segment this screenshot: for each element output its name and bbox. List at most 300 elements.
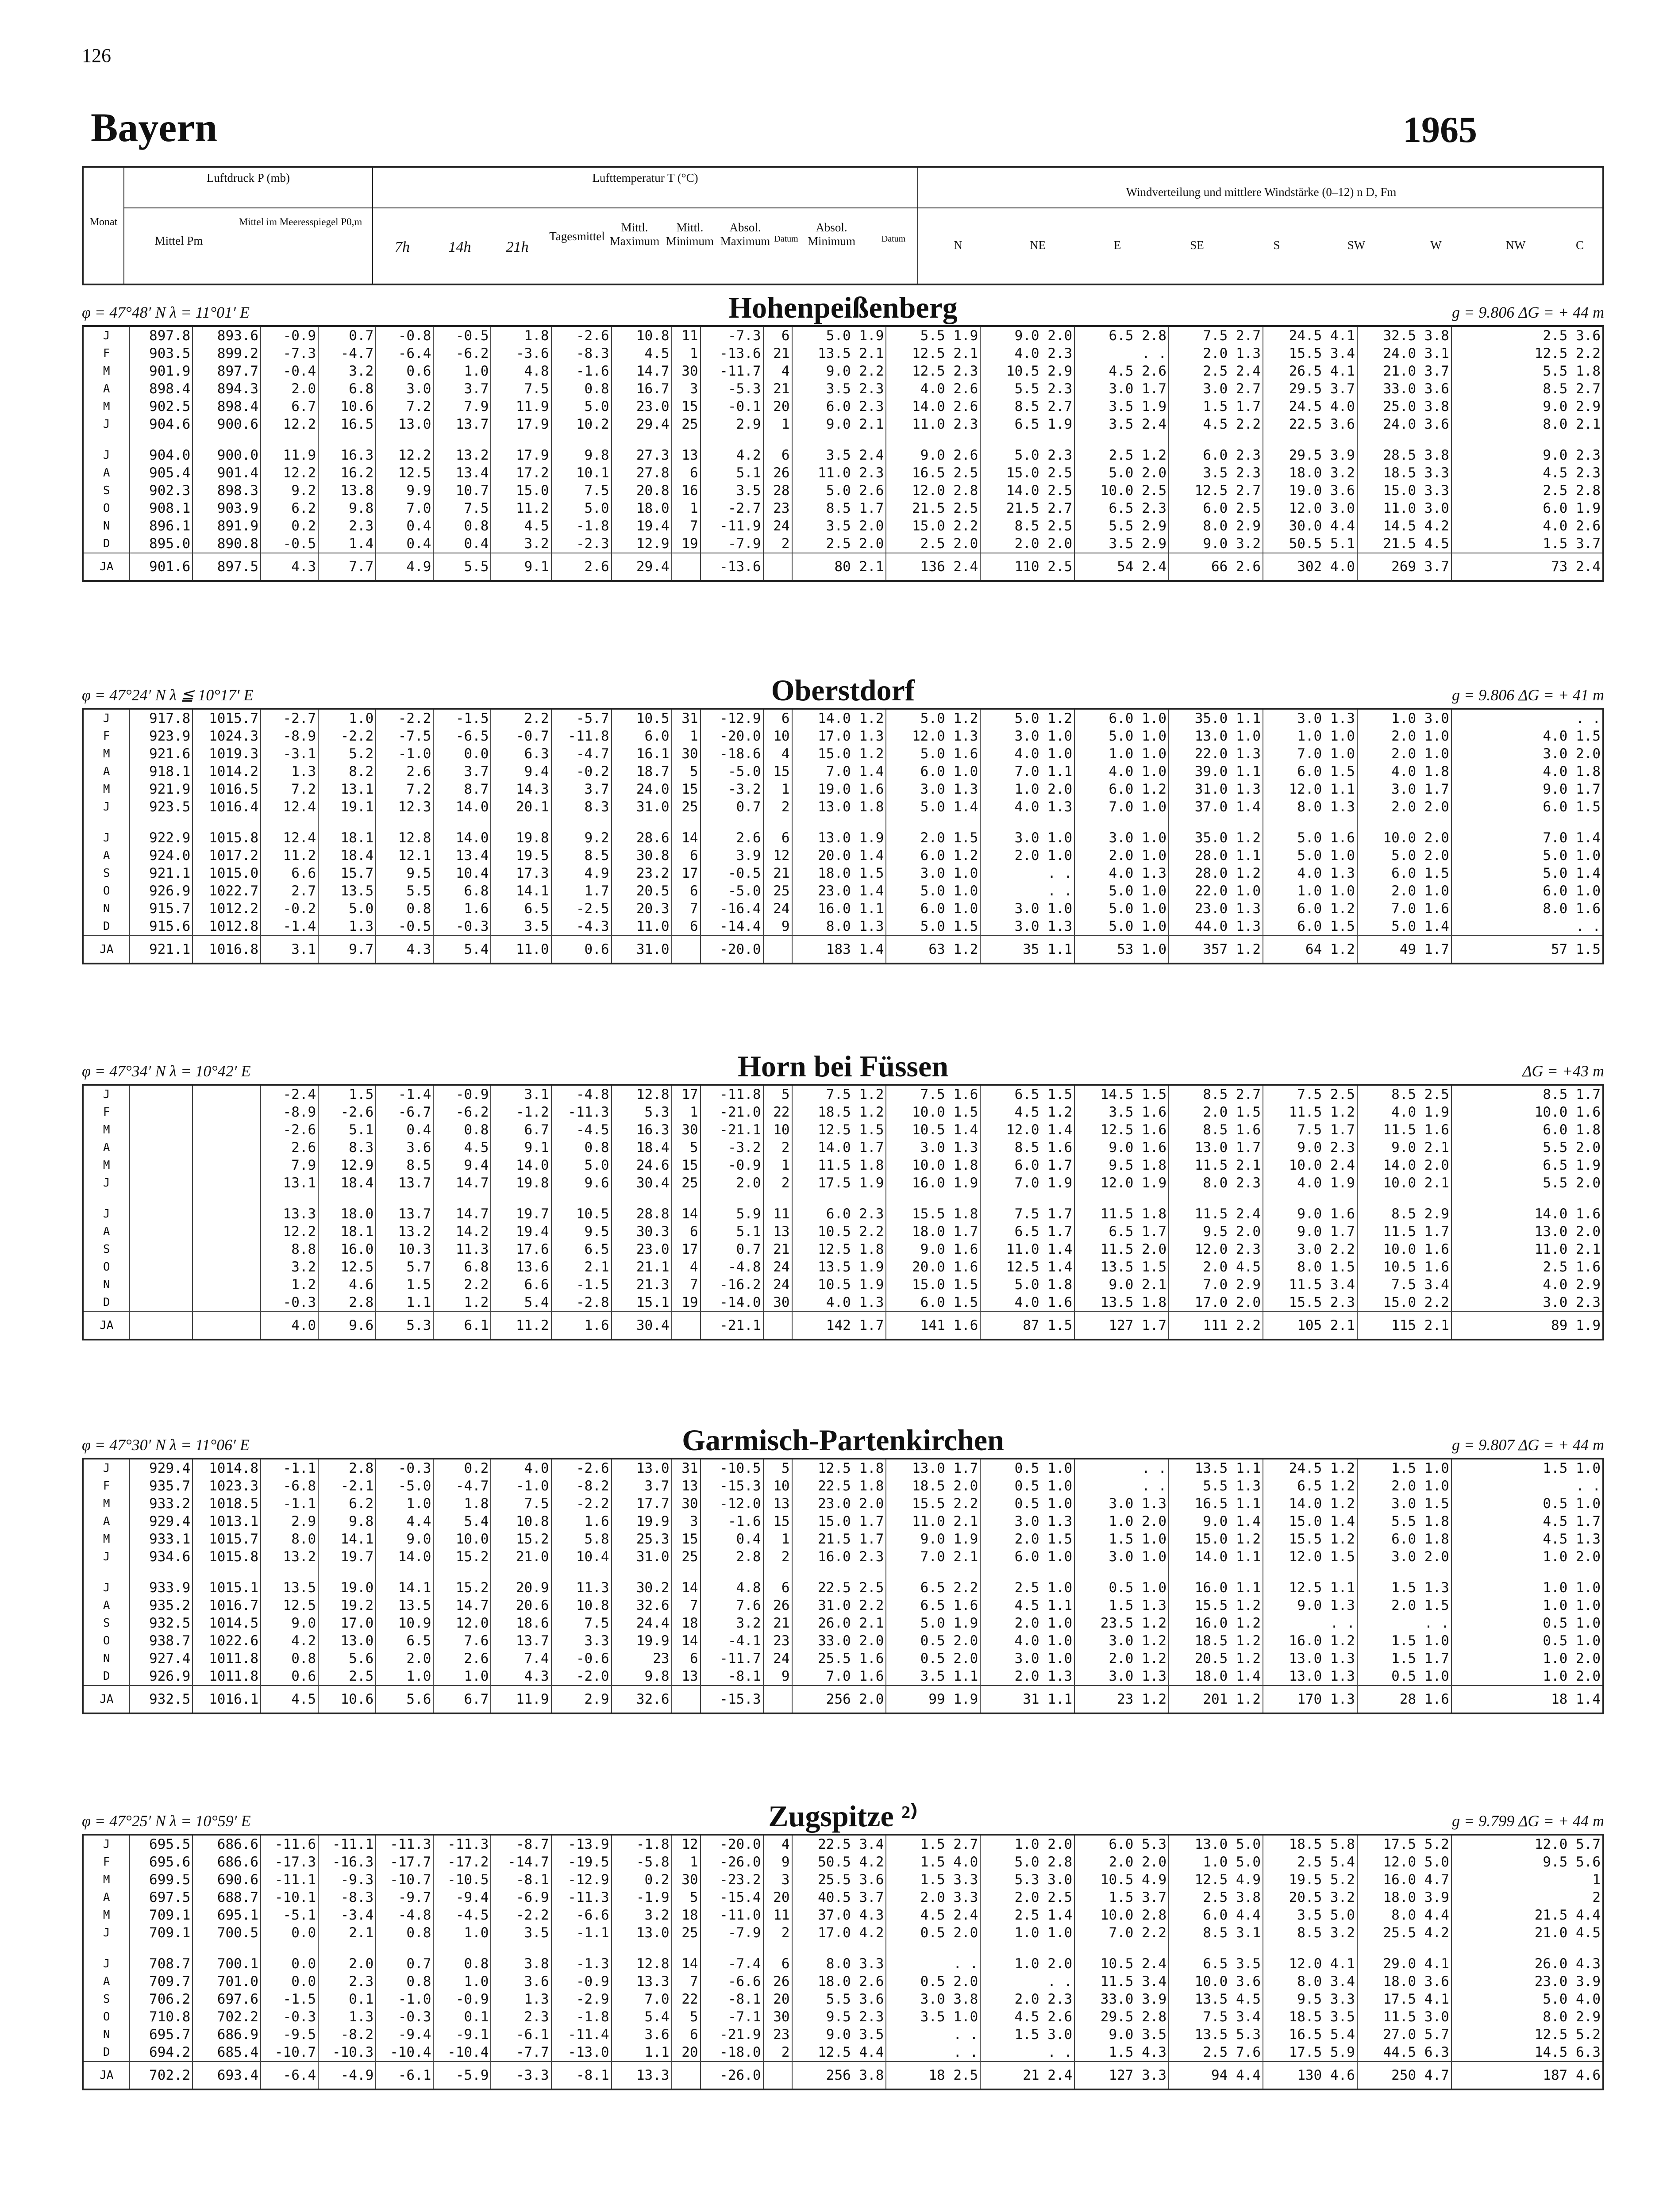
table-cell: 21.0 4.5 <box>1451 1924 1603 1942</box>
month-cell: M <box>83 1871 130 1889</box>
gap-cell <box>130 1192 192 1205</box>
table-cell: 3.5 <box>491 1924 551 1942</box>
table-cell: 6 <box>672 1650 701 1667</box>
month-cell: M <box>83 398 130 415</box>
table-cell: 18.0 1.4 <box>1169 1667 1263 1686</box>
table-cell: 9.0 3.2 <box>1169 535 1263 553</box>
table-cell: 2 <box>763 1139 792 1156</box>
table-cell: 2.0 2.0 <box>1074 1853 1169 1871</box>
table-cell: 19.0 <box>318 1579 376 1597</box>
table-cell: -12.0 <box>701 1495 763 1513</box>
gap-cell <box>261 1192 318 1205</box>
table-cell: 18.4 <box>612 1139 672 1156</box>
table-cell: 4.0 1.9 <box>1357 1103 1451 1121</box>
table-cell: 2.9 <box>551 1686 612 1713</box>
table-cell: 26 <box>763 1597 792 1614</box>
gap-cell <box>551 433 612 446</box>
row-gap <box>83 1192 1603 1205</box>
gap-cell <box>376 816 433 829</box>
table-cell <box>192 1276 261 1294</box>
table-cell: 897.5 <box>192 553 261 581</box>
table-cell: 12.5 2.3 <box>886 362 980 380</box>
table-cell: 6.0 1.8 <box>1451 1121 1603 1139</box>
table-cell: 7.0 1.9 <box>980 1174 1074 1192</box>
table-cell: 18.4 <box>318 847 376 864</box>
table-cell: 10.8 <box>491 1513 551 1530</box>
month-cell: N <box>83 1276 130 1294</box>
table-cell: 2.6 <box>376 763 433 780</box>
table-cell: 3.0 2.0 <box>1357 1548 1451 1566</box>
table-cell: 6.0 1.0 <box>886 900 980 918</box>
table-row <box>83 1085 1603 1103</box>
table-cell: 17 <box>672 1085 701 1103</box>
table-cell: 1.0 2.0 <box>1451 1548 1603 1566</box>
table-cell: 4.0 1.3 <box>1074 864 1169 882</box>
table-cell: 25 <box>672 415 701 433</box>
table-cell: 9.8 <box>551 446 612 464</box>
table-cell: 5.0 2.0 <box>1074 464 1169 482</box>
table-cell: 10.4 <box>551 1548 612 1566</box>
table-cell: 20.0 1.6 <box>886 1258 980 1276</box>
table-cell: 13.4 <box>433 464 491 482</box>
table-cell: 2 <box>763 1174 792 1192</box>
station-table <box>82 325 1604 582</box>
table-row <box>83 1906 1603 1924</box>
table-cell: 9.2 <box>261 482 318 499</box>
table-cell: -2.2 <box>491 1906 551 1924</box>
table-cell: 3.0 <box>376 380 433 398</box>
table-cell: -26.0 <box>701 1853 763 1871</box>
table-cell: 1.7 <box>551 882 612 900</box>
table-cell: 3.5 1.0 <box>886 2008 980 2026</box>
table-cell: 17.0 <box>318 1614 376 1632</box>
table-cell: 2.8 <box>318 1294 376 1312</box>
table-cell: 15.0 1.2 <box>1169 1530 1263 1548</box>
table-cell: 1.0 1.0 <box>1263 882 1357 900</box>
table-cell: 1022.7 <box>192 882 261 900</box>
table-cell: -4.3 <box>551 918 612 936</box>
table-cell: 1 <box>672 499 701 517</box>
table-cell: 18.5 1.2 <box>1169 1632 1263 1650</box>
table-cell: -6.1 <box>491 2026 551 2043</box>
divider <box>918 207 1604 208</box>
table-cell: 25 <box>672 1548 701 1566</box>
table-cell: 7.5 <box>551 482 612 499</box>
table-cell: 20.1 <box>491 798 551 816</box>
table-cell: 2.6 <box>701 829 763 847</box>
gap-cell <box>612 433 672 446</box>
table-cell: 6.5 2.3 <box>1074 499 1169 517</box>
table-cell <box>192 1205 261 1223</box>
table-cell <box>192 1139 261 1156</box>
header-abs-max: Absol. Maximum <box>720 221 770 248</box>
table-cell: 5.9 <box>701 1205 763 1223</box>
table-cell: 12.0 2.8 <box>886 482 980 499</box>
table-cell: 19.2 <box>318 1597 376 1614</box>
table-cell: 8.3 <box>318 1139 376 1156</box>
table-cell: -8.7 <box>491 1835 551 1853</box>
table-cell: . . <box>980 1973 1074 1990</box>
table-cell: 13.0 <box>376 415 433 433</box>
table-cell: 1.0 1.0 <box>1074 745 1169 763</box>
table-cell: 13.0 <box>612 1924 672 1942</box>
table-cell: -9.7 <box>376 1889 433 1906</box>
table-cell: 13 <box>763 1495 792 1513</box>
table-cell: 16.0 1.1 <box>1169 1579 1263 1597</box>
table-cell: -11.8 <box>701 1085 763 1103</box>
table-cell: 12.0 1.3 <box>886 727 980 745</box>
header-datum-max: Datum <box>774 234 798 244</box>
table-row <box>83 326 1603 345</box>
table-cell: 13.6 <box>491 1258 551 1276</box>
table-cell: 3.5 2.3 <box>792 380 886 398</box>
table-cell: 1.0 <box>376 1495 433 1513</box>
table-cell: -0.2 <box>261 900 318 918</box>
table-cell: 18.5 3.3 <box>1357 464 1451 482</box>
table-cell: 11.5 1.8 <box>1074 1205 1169 1223</box>
table-cell: -16.2 <box>701 1276 763 1294</box>
table-cell: 15 <box>672 398 701 415</box>
table-cell: 11.5 1.7 <box>1357 1223 1451 1240</box>
table-cell <box>130 1121 192 1139</box>
table-cell: 105 2.1 <box>1263 1312 1357 1340</box>
table-cell: 12.2 <box>261 464 318 482</box>
table-cell: -4.7 <box>433 1477 491 1495</box>
gap-cell <box>1357 433 1451 446</box>
station-gravity: g = 9.807 ΔG = + 44 m <box>1451 1436 1604 1454</box>
table-cell: . . <box>980 2043 1074 2062</box>
table-cell: 9.0 2.1 <box>792 415 886 433</box>
table-cell: 9.4 <box>491 763 551 780</box>
table-cell: 20.0 1.4 <box>792 847 886 864</box>
table-cell: -16.3 <box>318 1853 376 1871</box>
table-cell: 2.2 <box>433 1276 491 1294</box>
table-cell: -1.1 <box>261 1495 318 1513</box>
gap-cell <box>261 1942 318 1955</box>
gap-cell <box>612 816 672 829</box>
table-cell: 8.0 2.3 <box>1169 1174 1263 1192</box>
table-cell: 6.6 <box>491 1276 551 1294</box>
table-cell: 5.5 <box>433 553 491 581</box>
table-cell: -17.7 <box>376 1853 433 1871</box>
table-cell: 11.9 <box>261 446 318 464</box>
table-cell: 10.5 2.2 <box>792 1223 886 1240</box>
table-cell: 18.5 1.2 <box>792 1103 886 1121</box>
table-cell: 11.5 3.0 <box>1357 2008 1451 2026</box>
station-block <box>82 1048 1604 1340</box>
table-cell: 5.0 1.2 <box>980 709 1074 727</box>
table-cell: 7.0 1.0 <box>1074 798 1169 816</box>
table-cell: 19 <box>672 535 701 553</box>
table-cell: 6 <box>763 829 792 847</box>
table-cell: 1.2 <box>261 1276 318 1294</box>
table-cell: 130 4.6 <box>1263 2062 1357 2089</box>
table-cell: 1016.5 <box>192 780 261 798</box>
table-cell: 0.5 1.0 <box>1357 1667 1451 1686</box>
table-cell: 13.5 1.9 <box>792 1258 886 1276</box>
table-cell: 18.0 3.2 <box>1263 464 1357 482</box>
table-cell: 7 <box>672 1597 701 1614</box>
table-cell: 14.7 <box>433 1174 491 1192</box>
table-cell: 4.5 2.4 <box>886 1906 980 1924</box>
table-cell: 23 <box>612 1650 672 1667</box>
table-cell: 13.0 1.3 <box>1263 1650 1357 1667</box>
table-cell: 6.5 2.2 <box>886 1579 980 1597</box>
gap-cell <box>83 816 130 829</box>
table-cell: 3.1 <box>261 936 318 964</box>
gap-cell <box>318 1566 376 1579</box>
table-cell: 13.0 1.0 <box>1169 727 1263 745</box>
table-cell: -11.8 <box>551 727 612 745</box>
table-cell: 31.0 2.2 <box>792 1597 886 1614</box>
table-cell: 16.0 2.3 <box>792 1548 886 1566</box>
gap-cell <box>1263 1942 1357 1955</box>
table-cell: 13.0 5.0 <box>1169 1835 1263 1853</box>
header-mittl-max: Mittl. Maximum <box>609 221 660 248</box>
table-cell: 187 4.6 <box>1451 2062 1603 2089</box>
table-cell: 921.1 <box>130 864 192 882</box>
table-cell: 1.3 <box>318 918 376 936</box>
table-cell: 9.5 3.3 <box>1263 1990 1357 2008</box>
table-cell: 13.5 4.5 <box>1169 1990 1263 2008</box>
table-cell: 2.6 <box>261 1139 318 1156</box>
table-cell: -7.9 <box>701 1924 763 1942</box>
table-cell <box>130 1139 192 1156</box>
table-cell: 13.0 1.9 <box>792 829 886 847</box>
table-cell: 695.5 <box>130 1835 192 1853</box>
table-cell: . . <box>886 1955 980 1973</box>
table-cell: 3.0 2.2 <box>1263 1240 1357 1258</box>
table-cell: 7.0 <box>376 499 433 517</box>
table-cell: 49 1.7 <box>1357 936 1451 964</box>
gap-cell <box>980 433 1074 446</box>
table-cell: 6.0 2.3 <box>792 398 886 415</box>
table-cell: 0.4 <box>376 1121 433 1139</box>
table-cell: 4 <box>763 745 792 763</box>
table-cell: 700.5 <box>192 1924 261 1942</box>
table-cell: 24 <box>763 900 792 918</box>
gap-cell <box>792 433 886 446</box>
table-cell: 7.4 <box>491 1650 551 1667</box>
table-cell: -1.4 <box>261 918 318 936</box>
table-cell: 894.3 <box>192 380 261 398</box>
table-cell: 26.0 2.1 <box>792 1614 886 1632</box>
table-cell: 14 <box>672 1205 701 1223</box>
table-cell: 9.4 <box>433 1156 491 1174</box>
month-cell: M <box>83 1495 130 1513</box>
table-cell: 6.0 1.5 <box>1263 918 1357 936</box>
table-cell: 94 4.4 <box>1169 2062 1263 2089</box>
table-cell: 22.5 2.5 <box>792 1579 886 1597</box>
table-cell: 5.7 <box>376 1258 433 1276</box>
table-row <box>83 780 1603 798</box>
table-cell: -11.7 <box>701 362 763 380</box>
table-cell: -3.1 <box>261 745 318 763</box>
table-cell: 915.7 <box>130 900 192 918</box>
table-cell: 17.5 5.2 <box>1357 1835 1451 1853</box>
table-cell: 10 <box>763 1121 792 1139</box>
table-cell: 1.4 <box>318 535 376 553</box>
gap-cell <box>1357 1942 1451 1955</box>
table-cell: 3.2 <box>318 362 376 380</box>
header-dir-nw: NW <box>1505 238 1526 252</box>
table-cell: 1015.0 <box>192 864 261 882</box>
table-cell: 8.5 1.7 <box>1451 1085 1603 1103</box>
table-cell: 0.5 2.0 <box>886 1973 980 1990</box>
gap-cell <box>701 816 763 829</box>
table-cell: 19.4 <box>612 517 672 535</box>
table-cell: 17.3 <box>491 864 551 882</box>
table-cell: 2.2 <box>491 709 551 727</box>
table-cell: 903.5 <box>130 345 192 362</box>
station-gravity: g = 9.799 ΔG = + 44 m <box>1451 1812 1604 1830</box>
table-cell <box>130 1156 192 1174</box>
table-cell: 142 1.7 <box>792 1312 886 1340</box>
header-monat: Monat <box>89 216 118 228</box>
table-cell: 1016.8 <box>192 936 261 964</box>
table-cell: 22 <box>672 1990 701 2008</box>
table-cell: 14.0 2.5 <box>980 482 1074 499</box>
table-cell: 1012.8 <box>192 918 261 936</box>
table-row <box>83 798 1603 816</box>
table-cell: 10.8 <box>612 326 672 345</box>
table-cell: 0.8 <box>551 380 612 398</box>
station-header <box>82 1422 1604 1458</box>
table-cell: 16.0 1.9 <box>886 1174 980 1192</box>
table-cell: 19 <box>672 1294 701 1312</box>
table-cell: 1.0 2.0 <box>980 1955 1074 1973</box>
table-cell: 201 1.2 <box>1169 1686 1263 1713</box>
table-cell: 2.5 3.8 <box>1169 1889 1263 1906</box>
table-cell: 898.4 <box>130 380 192 398</box>
table-cell: 31 <box>672 709 701 727</box>
table-cell: 4.0 1.3 <box>980 798 1074 816</box>
table-cell: 19.5 5.2 <box>1263 1871 1357 1889</box>
table-cell: 3.5 1.9 <box>1074 398 1169 415</box>
table-cell: 6.5 2.8 <box>1074 326 1169 345</box>
table-cell: 4.5 1.2 <box>980 1103 1074 1121</box>
table-cell: 14.3 <box>491 780 551 798</box>
table-cell: -2.6 <box>318 1103 376 1121</box>
table-cell: 918.1 <box>130 763 192 780</box>
table-cell: 9.0 2.2 <box>792 362 886 380</box>
table-cell: -19.5 <box>551 1853 612 1871</box>
table-cell: -4.7 <box>318 345 376 362</box>
table-cell: 9.0 3.5 <box>792 2026 886 2043</box>
table-cell: 3.2 <box>491 535 551 553</box>
table-row <box>83 745 1603 763</box>
table-cell: -11.4 <box>551 2026 612 2043</box>
station-coordinates: φ = 47°25′ N λ = 10°59′ E <box>82 1812 251 1830</box>
table-cell: 87 1.5 <box>980 1312 1074 1340</box>
table-cell: 2.0 1.3 <box>980 1667 1074 1686</box>
table-cell: 110 2.5 <box>980 553 1074 581</box>
table-cell: 2.0 2.5 <box>980 1889 1074 1906</box>
table-cell: 18.0 3.6 <box>1357 1973 1451 1990</box>
table-cell: 2.9 <box>261 1513 318 1530</box>
table-cell: 12.5 <box>376 464 433 482</box>
table-cell: -7.7 <box>491 2043 551 2062</box>
table-cell: 11.0 2.1 <box>1451 1240 1603 1258</box>
table-cell: 9.9 <box>376 482 433 499</box>
table-cell: 23.5 1.2 <box>1074 1614 1169 1632</box>
month-cell: D <box>83 918 130 936</box>
header-dir-ne: NE <box>1030 238 1046 252</box>
table-cell: 5.0 <box>551 398 612 415</box>
table-cell: 10.0 2.5 <box>1074 482 1169 499</box>
table-cell: 14.5 6.3 <box>1451 2043 1603 2062</box>
table-row <box>83 847 1603 864</box>
table-cell: 11 <box>763 1906 792 1924</box>
table-cell: 30 <box>672 1121 701 1139</box>
page-number: 126 <box>82 45 111 66</box>
table-cell: 6.5 1.9 <box>1451 1156 1603 1174</box>
table-cell: 12.0 2.3 <box>1169 1240 1263 1258</box>
table-cell: 29.4 <box>612 415 672 433</box>
table-cell: -13.6 <box>701 345 763 362</box>
table-cell: 11.0 2.3 <box>886 415 980 433</box>
table-row <box>83 864 1603 882</box>
table-cell: -13.9 <box>551 1835 612 1853</box>
month-cell: J <box>83 829 130 847</box>
table-cell: 30.3 <box>612 1223 672 1240</box>
table-cell: 0.6 <box>376 362 433 380</box>
table-cell: 8.5 2.5 <box>1357 1085 1451 1103</box>
table-cell: 10.0 1.6 <box>1357 1240 1451 1258</box>
table-cell: 13.2 <box>433 446 491 464</box>
table-cell: 13.5 <box>261 1579 318 1597</box>
table-cell <box>192 1258 261 1276</box>
table-cell: 908.1 <box>130 499 192 517</box>
month-cell: A <box>83 1223 130 1240</box>
table-cell: 0.1 <box>433 2008 491 2026</box>
table-cell: 21 <box>763 1614 792 1632</box>
table-cell: 6.8 <box>433 1258 491 1276</box>
table-cell: -9.3 <box>318 1871 376 1889</box>
table-cell: 5.5 2.9 <box>1074 517 1169 535</box>
table-cell: 12.5 2.2 <box>1451 345 1603 362</box>
table-cell: 9.0 1.6 <box>1263 1205 1357 1223</box>
table-cell: 15.0 <box>491 482 551 499</box>
table-cell: 897.7 <box>192 362 261 380</box>
table-cell: 22.5 3.4 <box>792 1835 886 1853</box>
table-cell: 0.8 <box>433 1121 491 1139</box>
gap-cell <box>261 433 318 446</box>
table-cell: 9.5 2.3 <box>792 2008 886 2026</box>
station-table <box>82 1458 1604 1714</box>
table-cell: 15.0 2.2 <box>886 517 980 535</box>
table-row <box>83 918 1603 936</box>
month-cell: J <box>83 326 130 345</box>
table-cell: 2.5 3.6 <box>1451 326 1603 345</box>
table-cell: -2.2 <box>318 727 376 745</box>
table-row <box>83 1853 1603 1871</box>
table-cell: 15 <box>672 1530 701 1548</box>
table-cell: 10.5 <box>612 709 672 727</box>
table-cell: 21 <box>763 345 792 362</box>
table-cell: 10.5 1.6 <box>1357 1258 1451 1276</box>
table-cell: 904.6 <box>130 415 192 433</box>
table-cell: 23 <box>763 1632 792 1650</box>
month-cell: J <box>83 1174 130 1192</box>
table-cell: 3.3 <box>551 1632 612 1650</box>
table-cell: -13.6 <box>701 553 763 581</box>
month-cell: M <box>83 1906 130 1924</box>
gap-cell <box>433 1192 491 1205</box>
table-cell: 3.5 2.3 <box>1169 464 1263 482</box>
table-cell: 12.8 <box>612 1955 672 1973</box>
table-cell: 1.0 1.0 <box>1263 727 1357 745</box>
